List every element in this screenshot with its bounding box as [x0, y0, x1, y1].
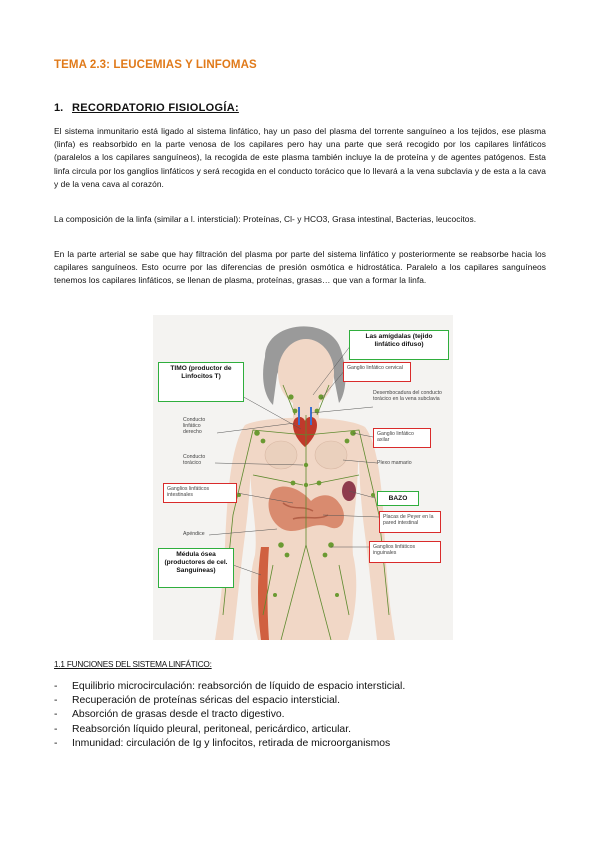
callout-placas-peyer: Placas de Peyer en la pared intestinal [379, 511, 441, 533]
functions-list [54, 680, 554, 751]
callout-bazo: BAZO [377, 491, 419, 506]
callout-amigdalas: Las amígdalas (tejido linfático difuso) [349, 330, 449, 360]
section-heading [54, 102, 239, 114]
label-conducto-derecho: Conducto linfático derecho [183, 417, 206, 436]
label-plexo-mamario: Plexo mamario [377, 460, 412, 466]
sub-heading-funciones: 1.1 FUNCIONES DEL SISTEMA LINFÁTICO: [54, 660, 212, 669]
label-conducto-toracico: Conducto torácico [183, 454, 206, 467]
callout-timo: TIMO (productor de Linfocitos T) [158, 362, 244, 402]
list-item: - Inmunidad: circulación de Ig y linfocitos, retirada de microorganismos [54, 737, 391, 749]
list-item: - Reabsorción líquido pleural, peritoneal, pericárdico, articular. [54, 723, 351, 735]
callout-ganglios-inguinales: Ganglios linfáticos inguinales [369, 541, 441, 563]
section-number: 1. [54, 102, 64, 114]
callout-medula-osea: Médula ósea (productores de cel. Sanguíneas) [158, 548, 234, 588]
list-item: - Absorción de grasas desde el tracto digestivo. [54, 709, 285, 721]
list-item: - Recuperación de proteínas séricas del espacio intersticial. [54, 695, 340, 707]
paragraph-lymph-composition: La composición de la linfa (similar a l. intersticial): Proteínas, Cl- y HCO3, Grasa intestinal, Bacterias, leucocitos. [54, 214, 477, 224]
page-title: TEMA 2.3: LEUCEMIAS Y LINFOMAS [54, 59, 257, 71]
section-heading-text: RECORDATORIO FISIOLOGÍA: [72, 102, 239, 114]
callout-ganglio-cervical: Ganglio linfático cervical [343, 362, 411, 382]
callout-ganglios-intestinales: Ganglios linfáticos intestinales [163, 483, 237, 503]
lymphatic-system-figure [153, 315, 453, 640]
list-item: - Equilibrio microcirculación: reabsorción de líquido de espacio intersticial. [54, 681, 406, 692]
paragraph-lymphatic-system: El sistema inmunitario está ligado al sistema linfático, hay un paso del plasma del torrente sanguíneo a los tejidos, ese plasma (linfa) es reabsorbido en la parte venosa de los capilares pero hay una parte que será recogido por los capilares linfáticos (paralelos a los capilares sanguíneos), la recogida de este plasma también incluye la de proteína y de agentes patógenos. Esta linfa circula por los ganglios linfáticos y será recogida en el conducto torácico que lo llevará a la vena subclavia y de esta a la cava y de la vena cava al corazón. [54, 126, 546, 189]
callout-ganglio-axilar: Ganglio linfático axilar [373, 428, 431, 448]
paragraph-arterial-filtration: En la parte arterial se sabe que hay filtración del plasma por parte del sistema linfático y posteriormente se reabsorbe hacia los capilares sanguíneos. Esto ocurre por las diferencias de presión osmótica e hidrostática. Paralelo a los capilares sanguíneos tenemos los capilares linfáticos, se llenan de plasma, proteínas, grasas… que van a formar la linfa. [54, 249, 546, 286]
label-apendice: Apéndice [183, 531, 205, 537]
label-desembocadura: Desembocadura del conducto torácico en la vena subclavia [373, 390, 442, 403]
